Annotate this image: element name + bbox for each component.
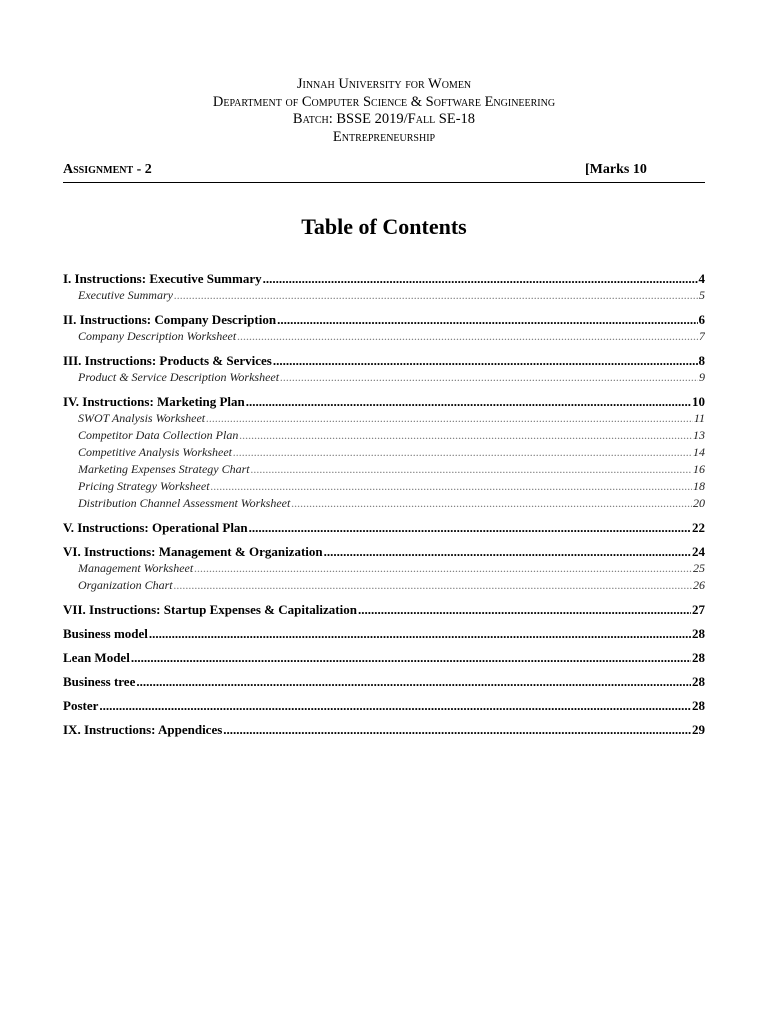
toc-entry[interactable] [63, 649, 705, 666]
toc-leader-dots [263, 270, 698, 287]
toc-entry-label: VI. Instructions: Management & Organization [63, 544, 323, 559]
toc-leader-dots [194, 560, 692, 577]
toc-entry-page: 26 [693, 578, 705, 592]
toc-leader-dots [174, 287, 698, 304]
toc-entry-page: 4 [698, 271, 705, 286]
toc-subentry[interactable] [63, 410, 705, 427]
toc-entry-label: Pricing Strategy Worksheet [78, 479, 210, 493]
batch-info: Batch: BSSE 2019/Fall SE-18 [292, 111, 476, 127]
toc-entry-label: Business tree [63, 674, 136, 689]
toc-entry-label: Company Description Worksheet [78, 329, 237, 343]
toc-subentry[interactable] [63, 444, 705, 461]
toc-leader-dots [277, 311, 697, 328]
toc-entry-page: 28 [692, 626, 705, 641]
toc-entry-page: 14 [693, 445, 705, 459]
toc-entry[interactable] [63, 311, 705, 328]
toc-leader-dots [249, 519, 691, 536]
toc-entry-label: IV. Instructions: Marketing Plan [63, 394, 245, 409]
toc-entry-label: Organization Chart [78, 578, 173, 592]
toc-entry-label: Management Worksheet [78, 561, 194, 575]
toc-subentry[interactable] [63, 287, 705, 304]
toc-entry[interactable] [63, 270, 705, 287]
toc-entry-page: 10 [692, 394, 705, 409]
toc-entry[interactable] [63, 519, 705, 536]
toc-entry-page: 28 [692, 650, 705, 665]
toc-subentry[interactable] [63, 495, 705, 512]
toc-entry-label: II. Instructions: Company Description [63, 312, 277, 327]
toc-entry[interactable] [63, 721, 705, 738]
toc-entry[interactable] [63, 697, 705, 714]
toc-leader-dots [174, 577, 692, 594]
toc-entry-label: III. Instructions: Products & Services [63, 353, 272, 368]
university-name: Jinnah University for Women [296, 76, 472, 92]
document-header [0, 76, 768, 146]
table-of-contents [63, 270, 705, 738]
toc-leader-dots [246, 393, 691, 410]
toc-leader-dots [233, 444, 692, 461]
toc-leader-dots [239, 427, 692, 444]
toc-entry-page: 6 [698, 312, 705, 327]
toc-entry-page: 25 [693, 561, 705, 575]
toc-subentry[interactable] [63, 369, 705, 386]
toc-leader-dots [280, 369, 698, 386]
toc-entry-page: 18 [693, 479, 705, 493]
toc-entry-page: 20 [693, 496, 705, 510]
toc-entry-page: 28 [692, 698, 705, 713]
toc-entry-label: Marketing Expenses Strategy Chart [78, 462, 250, 476]
toc-leader-dots [237, 328, 698, 345]
marks-label: [Marks 10 [585, 162, 647, 177]
toc-entry-label: IX. Instructions: Appendices [63, 722, 223, 737]
toc-entry[interactable] [63, 543, 705, 560]
assignment-bar [63, 162, 705, 183]
toc-entry-label: Distribution Channel Assessment Worksheet [78, 496, 291, 510]
toc-leader-dots [99, 697, 691, 714]
course-name: Entrepreneurship [332, 128, 436, 145]
toc-entry-label: VII. Instructions: Startup Expenses & Capitalization [63, 602, 357, 617]
toc-entry-page: 27 [692, 602, 705, 617]
toc-entry[interactable] [63, 601, 705, 618]
toc-entry[interactable] [63, 352, 705, 369]
toc-leader-dots [211, 478, 692, 495]
toc-entry-page: 11 [693, 411, 705, 425]
toc-entry-page: 8 [698, 353, 705, 368]
toc-entry-page: 29 [692, 722, 705, 737]
toc-entry-label: SWOT Analysis Worksheet [78, 411, 206, 425]
toc-entry-label: Competitive Analysis Worksheet [78, 445, 232, 459]
toc-entry-page: 9 [699, 370, 705, 384]
toc-entry-page: 5 [699, 288, 705, 302]
toc-entry-page: 7 [699, 329, 705, 343]
toc-entry-page: 16 [693, 462, 705, 476]
toc-entry-label: V. Instructions: Operational Plan [63, 520, 248, 535]
toc-entry-page: 22 [692, 520, 705, 535]
toc-leader-dots [358, 601, 691, 618]
toc-entry-page: 28 [692, 674, 705, 689]
toc-entry-label: Poster [63, 698, 99, 713]
toc-leader-dots [136, 673, 691, 690]
toc-subentry[interactable] [63, 427, 705, 444]
toc-subentry[interactable] [63, 560, 705, 577]
toc-leader-dots [291, 495, 692, 512]
toc-entry-label: Lean Model [63, 650, 130, 665]
toc-entry-label: Product & Service Description Worksheet [78, 370, 280, 384]
toc-leader-dots [223, 721, 691, 738]
assignment-label: Assignment - 2 [63, 162, 152, 177]
toc-leader-dots [324, 543, 691, 560]
toc-title: Table of Contents [301, 214, 467, 239]
toc-leader-dots [131, 649, 691, 666]
toc-subentry[interactable] [63, 577, 705, 594]
toc-entry[interactable] [63, 673, 705, 690]
toc-entry-label: Business model [63, 626, 148, 641]
toc-leader-dots [206, 410, 693, 427]
toc-entry-label: Executive Summary [78, 288, 173, 302]
toc-leader-dots [149, 625, 691, 642]
toc-leader-dots [251, 461, 692, 478]
toc-leader-dots [273, 352, 698, 369]
toc-entry-page: 13 [693, 428, 705, 442]
toc-subentry[interactable] [63, 461, 705, 478]
toc-entry[interactable] [63, 393, 705, 410]
toc-entry[interactable] [63, 625, 705, 642]
department-name: Department of Computer Science & Software Engineering [212, 93, 556, 110]
toc-entry-page: 24 [692, 544, 705, 559]
toc-subentry[interactable] [63, 478, 705, 495]
toc-entry-label: I. Instructions: Executive Summary [63, 271, 262, 286]
toc-subentry[interactable] [63, 328, 705, 345]
toc-entry-label: Competitor Data Collection Plan [78, 428, 239, 442]
